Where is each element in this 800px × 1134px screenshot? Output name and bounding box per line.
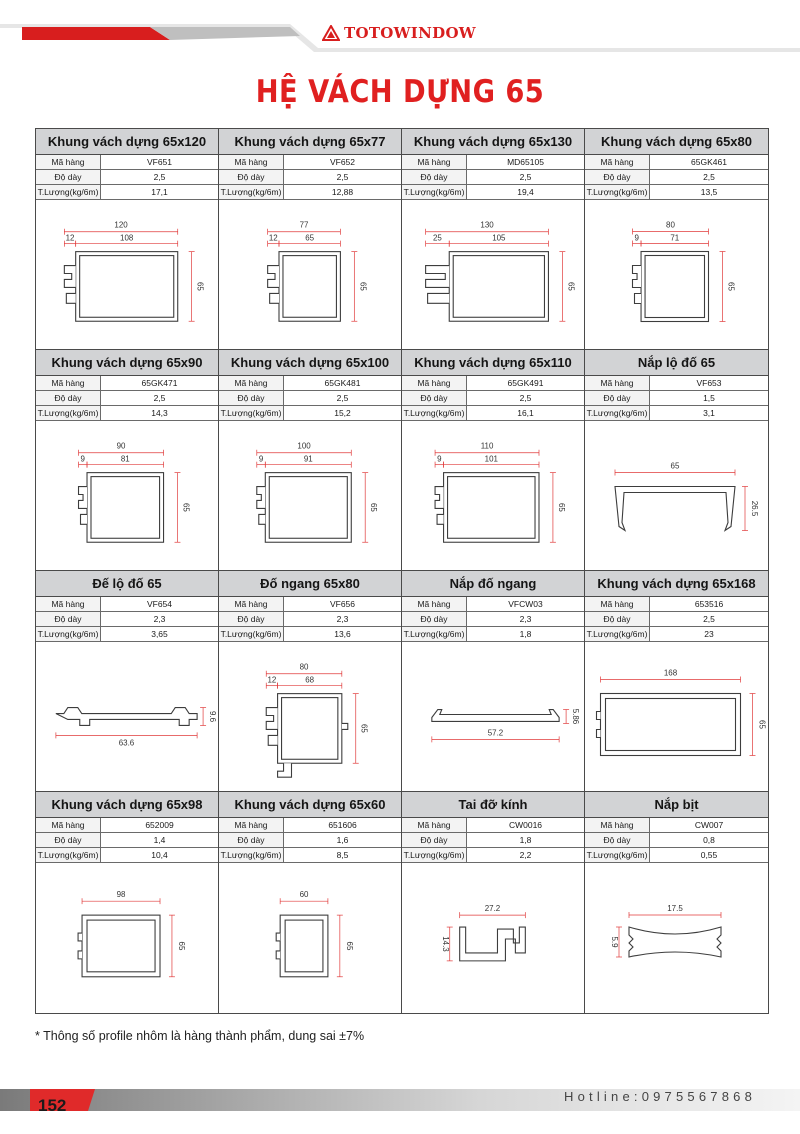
brand-name: TOTOWINDOW bbox=[344, 24, 476, 42]
code-label: Mã hàng bbox=[219, 597, 284, 611]
weight-value: 15,2 bbox=[334, 408, 351, 418]
weight-row bbox=[402, 848, 584, 863]
product-cell bbox=[402, 350, 585, 571]
product-cell bbox=[402, 129, 585, 350]
weight-label: T.Lượng(kg/6m) bbox=[585, 185, 650, 199]
dimension-label: 80 bbox=[299, 662, 309, 672]
weight-label: T.Lượng(kg/6m) bbox=[585, 627, 650, 641]
dimension-label: 27.2 bbox=[484, 904, 501, 914]
product-cell bbox=[36, 571, 219, 792]
profile-drawing bbox=[219, 200, 401, 349]
code-label: Mã hàng bbox=[402, 155, 467, 169]
thickness-label: Độ dày bbox=[585, 612, 650, 626]
dimension-label: 65 bbox=[556, 503, 566, 512]
thickness-label: Độ dày bbox=[219, 833, 284, 847]
code-row bbox=[402, 376, 584, 391]
weight-row bbox=[402, 406, 584, 421]
profile-shape bbox=[276, 915, 328, 977]
code-row bbox=[402, 597, 584, 612]
profile-shape bbox=[460, 927, 526, 961]
product-name: Khung vách dựng 65x168 bbox=[585, 571, 768, 597]
code-row bbox=[585, 818, 768, 833]
page-number: 152 bbox=[38, 1096, 67, 1115]
code-row bbox=[36, 818, 218, 833]
product-cell bbox=[219, 571, 402, 792]
dimension-label: 9 bbox=[437, 454, 442, 464]
code-row bbox=[219, 597, 401, 612]
profile-shape bbox=[432, 710, 559, 722]
weight-row bbox=[585, 627, 768, 642]
dimension-label: 65 bbox=[181, 503, 191, 512]
weight-label: T.Lượng(kg/6m) bbox=[36, 406, 101, 420]
profile-drawing bbox=[402, 421, 584, 570]
profile-drawing bbox=[402, 200, 584, 349]
code-label: Mã hàng bbox=[219, 376, 284, 390]
product-name: Khung vách dựng 65x130 bbox=[402, 129, 584, 155]
thickness-row bbox=[219, 391, 401, 406]
weight-value: 19,4 bbox=[517, 187, 534, 197]
product-name: Đố ngang 65x80 bbox=[219, 571, 401, 597]
thickness-value: 2,5 bbox=[519, 393, 532, 403]
weight-label: T.Lượng(kg/6m) bbox=[36, 848, 101, 862]
thickness-row bbox=[36, 612, 218, 627]
weight-row bbox=[402, 185, 584, 200]
product-cell bbox=[585, 350, 768, 571]
dimension-label: 65 bbox=[305, 233, 315, 243]
product-name: Khung vách dựng 65x120 bbox=[36, 129, 218, 155]
code-value: 65GK491 bbox=[507, 378, 544, 388]
profile-drawing bbox=[219, 863, 401, 1013]
thickness-label: Độ dày bbox=[219, 391, 284, 405]
profile-drawing bbox=[36, 421, 218, 570]
code-value: MD65105 bbox=[507, 157, 544, 167]
thickness-row bbox=[36, 170, 218, 185]
dimension-label: 90 bbox=[116, 441, 126, 451]
profile-drawing bbox=[219, 642, 401, 791]
code-label: Mã hàng bbox=[36, 155, 101, 169]
thickness-label: Độ dày bbox=[402, 833, 467, 847]
weight-label: T.Lượng(kg/6m) bbox=[585, 848, 650, 862]
code-row bbox=[219, 376, 401, 391]
dimension-label: 98 bbox=[116, 890, 126, 900]
code-value: CW0016 bbox=[508, 820, 543, 830]
dimension-label: 65 bbox=[757, 720, 767, 729]
product-cell bbox=[402, 792, 585, 1013]
code-value: VF656 bbox=[329, 599, 356, 609]
dimension-label: 120 bbox=[114, 220, 128, 230]
dimension-label: 65 bbox=[726, 282, 736, 291]
thickness-label: Độ dày bbox=[219, 612, 284, 626]
code-row bbox=[402, 155, 584, 170]
thickness-label: Độ dày bbox=[36, 833, 101, 847]
weight-label: T.Lượng(kg/6m) bbox=[219, 627, 284, 641]
thickness-label: Độ dày bbox=[585, 391, 650, 405]
code-row bbox=[585, 597, 768, 612]
profile-drawing bbox=[402, 642, 584, 791]
dimension-label: 81 bbox=[120, 454, 130, 464]
hotline: Hotline:0975567868 bbox=[564, 1089, 756, 1104]
dimension-label: 9 bbox=[80, 454, 85, 464]
profile-shape bbox=[268, 252, 341, 322]
weight-row bbox=[219, 185, 401, 200]
dimension-label: 77 bbox=[299, 220, 309, 230]
profile-drawing bbox=[36, 642, 218, 791]
code-label: Mã hàng bbox=[585, 155, 650, 169]
weight-row bbox=[585, 848, 768, 863]
thickness-row bbox=[402, 833, 584, 848]
dimension-label: 57.2 bbox=[487, 728, 504, 738]
weight-value: 8,5 bbox=[336, 850, 349, 860]
code-label: Mã hàng bbox=[219, 155, 284, 169]
dimension-label: 9.6 bbox=[208, 710, 218, 723]
thickness-label: Độ dày bbox=[585, 833, 650, 847]
dimension-label: 168 bbox=[663, 668, 678, 678]
code-row bbox=[36, 376, 218, 391]
thickness-label: Độ dày bbox=[402, 170, 467, 184]
profile-drawing bbox=[36, 863, 218, 1013]
thickness-row bbox=[585, 170, 768, 185]
code-label: Mã hàng bbox=[585, 376, 650, 390]
weight-row bbox=[219, 627, 401, 642]
code-value: 65GK481 bbox=[324, 378, 361, 388]
thickness-value: 2,5 bbox=[336, 172, 349, 182]
weight-row bbox=[585, 185, 768, 200]
code-value: VF654 bbox=[146, 599, 173, 609]
product-catalog-grid bbox=[35, 128, 769, 1014]
thickness-value: 2,5 bbox=[703, 614, 715, 624]
dimension-label: 17.5 bbox=[667, 904, 683, 913]
weight-value: 17,1 bbox=[151, 187, 168, 197]
dimension-label: 108 bbox=[120, 233, 134, 243]
profile-shape bbox=[56, 708, 197, 726]
product-cell bbox=[36, 129, 219, 350]
weight-row bbox=[36, 185, 218, 200]
weight-value: 13,6 bbox=[334, 629, 351, 639]
product-cell bbox=[219, 350, 402, 571]
thickness-row bbox=[36, 391, 218, 406]
dimension-label: 5.86 bbox=[571, 708, 581, 725]
product-name: Khung vách dựng 65x60 bbox=[219, 792, 401, 818]
thickness-label: Độ dày bbox=[36, 170, 101, 184]
product-name: Nắp bịt bbox=[585, 792, 768, 818]
profile-shape bbox=[64, 252, 177, 322]
dimension-label: 110 bbox=[480, 441, 494, 451]
product-cell bbox=[585, 571, 768, 792]
profile-drawing bbox=[219, 421, 401, 570]
weight-row bbox=[585, 406, 768, 421]
code-value: 651606 bbox=[328, 820, 357, 830]
thickness-row bbox=[402, 391, 584, 406]
profile-shape bbox=[615, 487, 735, 531]
dimension-label: 100 bbox=[297, 441, 311, 451]
thickness-label: Độ dày bbox=[402, 612, 467, 626]
dimension-label: 65 bbox=[670, 461, 680, 471]
thickness-value: 2,5 bbox=[336, 393, 349, 403]
page-title: HỆ VÁCH DỰNG 65 bbox=[255, 74, 545, 110]
profile-shape bbox=[426, 252, 549, 322]
thickness-value: 1,8 bbox=[519, 835, 532, 845]
dimension-label: 25 bbox=[433, 233, 442, 243]
profile-shape bbox=[629, 927, 721, 957]
weight-value: 16,1 bbox=[517, 408, 534, 418]
thickness-value: 1,5 bbox=[703, 393, 715, 403]
code-value: 65GK471 bbox=[141, 378, 178, 388]
code-value: 652009 bbox=[145, 820, 174, 830]
product-name: Khung vách dựng 65x100 bbox=[219, 350, 401, 376]
thickness-row bbox=[219, 833, 401, 848]
dimension-label: 101 bbox=[484, 454, 498, 464]
weight-label: T.Lượng(kg/6m) bbox=[219, 185, 284, 199]
code-value: VF652 bbox=[329, 157, 356, 167]
weight-value: 10,4 bbox=[151, 850, 168, 860]
thickness-value: 2,5 bbox=[153, 172, 166, 182]
profile-drawing bbox=[585, 200, 768, 349]
code-row bbox=[219, 818, 401, 833]
dimension-label: 14.3 bbox=[440, 936, 450, 952]
thickness-row bbox=[585, 833, 768, 848]
thickness-value: 2,5 bbox=[703, 172, 715, 182]
weight-label: T.Lượng(kg/6m) bbox=[402, 848, 467, 862]
dimension-label: 65 bbox=[195, 282, 205, 291]
thickness-value: 2,3 bbox=[153, 614, 166, 624]
code-value: 653516 bbox=[694, 599, 724, 609]
dimension-label: 9 bbox=[258, 454, 264, 464]
dimension-label: 65 bbox=[566, 282, 576, 291]
product-name: Tai đỡ kính bbox=[402, 792, 584, 818]
code-label: Mã hàng bbox=[36, 818, 101, 832]
profile-drawing bbox=[36, 200, 218, 349]
dimension-label: 9 bbox=[634, 233, 640, 243]
profile-shape bbox=[257, 473, 351, 543]
product-name: Nắp đố ngang bbox=[402, 571, 584, 597]
thickness-value: 1,6 bbox=[336, 835, 349, 845]
thickness-label: Độ dày bbox=[585, 170, 650, 184]
triangle-logo-icon bbox=[322, 25, 340, 41]
dimension-label: 12 bbox=[267, 675, 277, 685]
code-value: VFCW03 bbox=[508, 599, 543, 609]
dimension-label: 5.9 bbox=[610, 936, 619, 948]
weight-value: 1,8 bbox=[519, 629, 532, 639]
weight-row bbox=[219, 848, 401, 863]
thickness-value: 2,3 bbox=[336, 614, 349, 624]
product-cell bbox=[585, 129, 768, 350]
code-row bbox=[402, 818, 584, 833]
product-name: Đế lộ đố 65 bbox=[36, 571, 218, 597]
weight-value: 23 bbox=[704, 629, 714, 639]
weight-label: T.Lượng(kg/6m) bbox=[36, 627, 101, 641]
thickness-label: Độ dày bbox=[36, 612, 101, 626]
thickness-value: 2,3 bbox=[519, 614, 532, 624]
code-value: 65GK461 bbox=[691, 157, 727, 167]
product-name: Khung vách dựng 65x90 bbox=[36, 350, 218, 376]
profile-shape bbox=[79, 473, 164, 543]
product-name: Khung vách dựng 65x80 bbox=[585, 129, 768, 155]
weight-label: T.Lượng(kg/6m) bbox=[219, 406, 284, 420]
thickness-row bbox=[36, 833, 218, 848]
dimension-label: 80 bbox=[666, 220, 675, 230]
code-label: Mã hàng bbox=[36, 597, 101, 611]
profile-shape bbox=[78, 915, 160, 977]
dimension-label: 65 bbox=[344, 941, 354, 951]
dimension-label: 26.5 bbox=[750, 500, 759, 517]
weight-label: T.Lượng(kg/6m) bbox=[402, 185, 467, 199]
code-row bbox=[585, 155, 768, 170]
thickness-value: 0,8 bbox=[703, 835, 715, 845]
code-label: Mã hàng bbox=[402, 818, 467, 832]
thickness-row bbox=[585, 391, 768, 406]
thickness-label: Độ dày bbox=[36, 391, 101, 405]
code-label: Mã hàng bbox=[219, 818, 284, 832]
thickness-value: 1,4 bbox=[153, 835, 166, 845]
weight-row bbox=[36, 848, 218, 863]
code-value: CW007 bbox=[694, 820, 724, 830]
product-name: Khung vách dựng 65x77 bbox=[219, 129, 401, 155]
profile-drawing bbox=[585, 642, 768, 791]
dimension-label: 130 bbox=[480, 220, 494, 230]
code-label: Mã hàng bbox=[402, 597, 467, 611]
dimension-label: 63.6 bbox=[118, 738, 135, 748]
thickness-value: 2,5 bbox=[519, 172, 532, 182]
weight-label: T.Lượng(kg/6m) bbox=[219, 848, 284, 862]
weight-value: 14,3 bbox=[151, 408, 168, 418]
weight-value: 13,5 bbox=[700, 187, 718, 197]
dimension-label: 105 bbox=[492, 233, 506, 243]
weight-label: T.Lượng(kg/6m) bbox=[402, 627, 467, 641]
code-row bbox=[585, 376, 768, 391]
dimension-label: 65 bbox=[369, 503, 379, 512]
product-name: Nắp lộ đố 65 bbox=[585, 350, 768, 376]
code-label: Mã hàng bbox=[585, 818, 650, 832]
code-label: Mã hàng bbox=[402, 376, 467, 390]
code-label: Mã hàng bbox=[585, 597, 650, 611]
product-cell bbox=[585, 792, 768, 1013]
profile-shape bbox=[633, 252, 709, 322]
product-name: Khung vách dựng 65x98 bbox=[36, 792, 218, 818]
dimension-label: 65 bbox=[358, 282, 368, 291]
code-row bbox=[36, 597, 218, 612]
dimension-label: 65 bbox=[359, 724, 369, 733]
profile-drawing bbox=[402, 863, 584, 1013]
thickness-value: 2,5 bbox=[153, 393, 166, 403]
thickness-row bbox=[402, 612, 584, 627]
profile-shape bbox=[266, 694, 348, 778]
dimension-label: 68 bbox=[305, 675, 315, 685]
brand bbox=[322, 24, 476, 42]
profile-shape bbox=[597, 694, 741, 756]
weight-row bbox=[36, 627, 218, 642]
product-cell bbox=[36, 350, 219, 571]
weight-row bbox=[219, 406, 401, 421]
dimension-label: 71 bbox=[670, 233, 680, 243]
weight-label: T.Lượng(kg/6m) bbox=[402, 406, 467, 420]
product-name: Khung vách dựng 65x110 bbox=[402, 350, 584, 376]
code-label: Mã hàng bbox=[36, 376, 101, 390]
product-cell bbox=[36, 792, 219, 1013]
weight-row bbox=[402, 627, 584, 642]
thickness-row bbox=[402, 170, 584, 185]
code-row bbox=[219, 155, 401, 170]
profile-drawing bbox=[585, 421, 768, 570]
dimension-label: 60 bbox=[299, 890, 309, 900]
thickness-row bbox=[219, 170, 401, 185]
weight-value: 12,88 bbox=[331, 187, 354, 197]
dimension-label: 12 bbox=[268, 233, 278, 243]
weight-value: 0,55 bbox=[700, 850, 718, 860]
code-value: VF653 bbox=[696, 378, 722, 388]
dimension-label: 12 bbox=[65, 233, 75, 243]
thickness-label: Độ dày bbox=[402, 391, 467, 405]
weight-value: 3,65 bbox=[151, 629, 168, 639]
product-cell bbox=[402, 571, 585, 792]
thickness-row bbox=[585, 612, 768, 627]
dimension-label: 91 bbox=[303, 454, 313, 464]
tolerance-note: * Thông số profile nhôm là hàng thành phẩm, dung sai ±7% bbox=[35, 1029, 365, 1043]
weight-label: T.Lượng(kg/6m) bbox=[36, 185, 101, 199]
code-value: VF651 bbox=[146, 157, 173, 167]
weight-value: 3,1 bbox=[703, 408, 715, 418]
product-cell bbox=[219, 792, 402, 1013]
product-cell bbox=[219, 129, 402, 350]
profile-shape bbox=[435, 473, 539, 543]
weight-value: 2,2 bbox=[519, 850, 532, 860]
code-row bbox=[36, 155, 218, 170]
thickness-row bbox=[219, 612, 401, 627]
dimension-label: 65 bbox=[176, 941, 186, 951]
thickness-label: Độ dày bbox=[219, 170, 284, 184]
weight-label: T.Lượng(kg/6m) bbox=[585, 406, 650, 420]
weight-row bbox=[36, 406, 218, 421]
profile-drawing bbox=[585, 863, 768, 1013]
